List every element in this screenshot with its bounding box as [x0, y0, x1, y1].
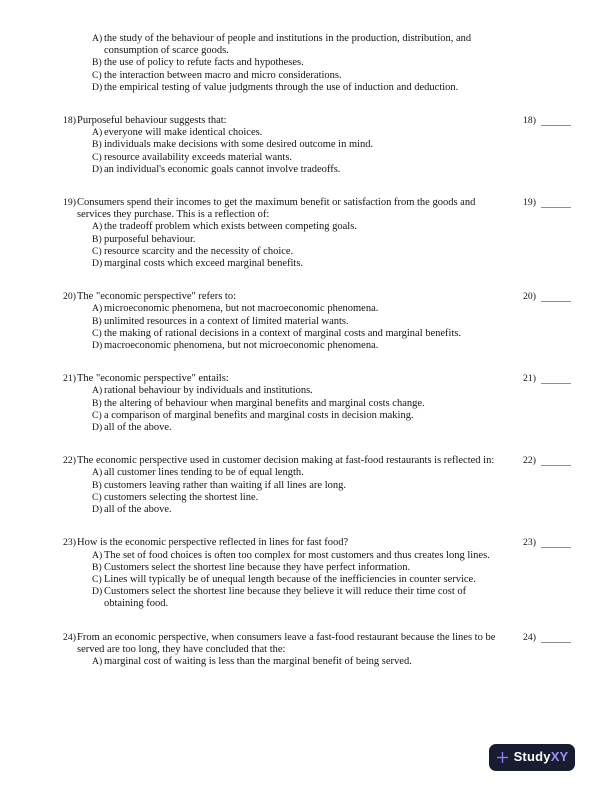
answer-number: 23) [523, 537, 536, 549]
option-letter: C) [92, 573, 102, 585]
answer-slot [523, 197, 571, 209]
question-main [63, 115, 507, 176]
question-options [92, 550, 507, 611]
option-row [92, 562, 507, 574]
question-main [63, 291, 507, 352]
option-text: everyone will make identical choices. [104, 127, 263, 139]
question-block [63, 291, 576, 352]
option-row [92, 550, 507, 562]
option-row [92, 574, 507, 586]
option-row [92, 328, 507, 340]
option-row [92, 492, 507, 504]
option-row [92, 221, 507, 233]
question-number: 19) [63, 197, 76, 209]
option-letter: A) [92, 467, 103, 479]
option-text: marginal cost of waiting is less than the marginal benefit of being served. [104, 655, 412, 667]
logo-text-xy: XY [550, 749, 569, 765]
option-text: Customers select the shortest line because they have perfect information. [104, 561, 411, 573]
question-stem-row [63, 537, 507, 549]
option-row [92, 164, 507, 176]
question-options [92, 656, 507, 668]
option-row [92, 139, 507, 151]
option-letter: D) [92, 258, 103, 270]
option-row [92, 504, 507, 516]
answer-blank[interactable] [541, 291, 571, 302]
question-main [63, 455, 507, 516]
option-text: the altering of behaviour when marginal benefits and marginal costs change. [104, 397, 425, 409]
option-text: resource scarcity and the necessity of choice. [104, 245, 294, 257]
answer-blank[interactable] [541, 537, 571, 548]
question-stem-row [63, 115, 507, 127]
question-stem-row [63, 632, 507, 656]
option-row [92, 656, 507, 668]
question-block [63, 632, 576, 669]
continuation-options [92, 33, 507, 94]
option-row [92, 82, 507, 94]
option-letter: B) [92, 479, 102, 491]
option-letter: B) [92, 561, 102, 573]
question-block [63, 373, 576, 434]
question-main [63, 373, 507, 434]
option-row [92, 467, 507, 479]
question-block [63, 455, 576, 516]
option-letter: A) [92, 221, 103, 233]
question-stem: The "economic perspective" refers to: [77, 291, 237, 303]
question-stem-row [63, 197, 507, 221]
option-letter: C) [92, 151, 102, 163]
option-letter: B) [92, 397, 102, 409]
option-text: The set of food choices is often too complex for most customers and thus creates long lines. [104, 549, 490, 561]
option-text: unlimited resources in a context of limited material wants. [104, 315, 349, 327]
option-row [92, 410, 507, 422]
option-row [92, 33, 507, 57]
option-text: the use of policy to refute facts and hypotheses. [104, 57, 304, 69]
option-text: the interaction between macro and micro considerations. [104, 69, 342, 81]
answer-blank[interactable] [541, 115, 571, 126]
question-stem: How is the economic perspective reflected in lines for fast food? [77, 537, 349, 549]
option-letter: A) [92, 655, 103, 667]
option-text: customers selecting the shortest line. [104, 491, 259, 503]
question-block [63, 537, 576, 610]
option-letter: D) [92, 81, 103, 93]
option-text: microeconomic phenomena, but not macroeconomic phenomena. [104, 303, 379, 315]
option-row [92, 316, 507, 328]
plus-icon [496, 751, 509, 764]
option-letter: A) [92, 33, 103, 44]
question-main [63, 632, 507, 669]
question-options [92, 221, 507, 270]
option-text: a comparison of marginal benefits and marginal costs in decision making. [104, 409, 414, 421]
option-row [92, 385, 507, 397]
answer-slot [523, 455, 571, 467]
question-options [92, 385, 507, 434]
answer-blank[interactable] [541, 197, 571, 208]
option-text: all of the above. [104, 422, 172, 434]
option-row [92, 57, 507, 69]
option-text: the tradeoff problem which exists between competing goals. [104, 221, 357, 233]
question-block [63, 197, 576, 270]
option-letter: A) [92, 303, 103, 315]
question-main [63, 197, 507, 270]
option-letter: C) [92, 409, 102, 421]
option-row [92, 422, 507, 434]
option-text: customers leaving rather than waiting if all lines are long. [104, 479, 347, 491]
option-row [92, 234, 507, 246]
option-row [92, 70, 507, 82]
option-letter: D) [92, 340, 103, 352]
logo-wordmark [514, 751, 569, 763]
question-number: 23) [63, 537, 76, 549]
option-text: the making of rational decisions in a context of marginal costs and marginal benefits. [104, 327, 462, 339]
option-row [92, 127, 507, 139]
option-letter: B) [92, 139, 102, 151]
questions-list [63, 115, 576, 668]
option-letter: C) [92, 245, 102, 257]
option-letter: D) [92, 422, 103, 434]
question-number: 24) [63, 631, 76, 643]
question-stem: Consumers spend their incomes to get the maximum benefit or satisfaction from the goods and services they purchase. This is a reflection of: [77, 197, 476, 221]
answer-blank[interactable] [541, 632, 571, 643]
answer-number: 21) [523, 373, 536, 385]
option-letter: B) [92, 315, 102, 327]
option-row [92, 340, 507, 352]
answer-number: 20) [523, 291, 536, 303]
answer-number: 18) [523, 115, 536, 127]
option-row [92, 586, 507, 610]
answer-number: 19) [523, 197, 536, 209]
option-text: individuals make decisions with some desired outcome in mind. [104, 139, 374, 151]
question-options [92, 127, 507, 176]
answer-slot [523, 632, 571, 644]
question-main [63, 537, 507, 610]
option-text: the study of the behaviour of people and institutions in the production, distribution, and consumption of scarce goods. [104, 33, 472, 57]
option-letter: D) [92, 586, 103, 598]
option-text: resource availability exceeds material wants. [104, 151, 293, 163]
option-letter: C) [92, 69, 102, 81]
option-letter: D) [92, 504, 103, 516]
option-letter: A) [92, 549, 103, 561]
option-row [92, 152, 507, 164]
option-letter: D) [92, 163, 103, 175]
option-letter: C) [92, 491, 102, 503]
logo-text-study: Study [513, 749, 551, 765]
question-options [92, 303, 507, 352]
answer-number: 22) [523, 455, 536, 467]
option-letter: A) [92, 127, 103, 139]
option-text: Customers select the shortest line because they believe it will reduce their time cost of obtaining food. [104, 586, 467, 610]
question-stem-row [63, 291, 507, 303]
page-content [63, 33, 576, 668]
option-row [92, 303, 507, 315]
question-stem-row [63, 373, 507, 385]
answer-blank[interactable] [541, 373, 571, 384]
studyxy-logo [489, 744, 575, 771]
question-options [92, 467, 507, 516]
option-letter: B) [92, 233, 102, 245]
question-number: 20) [63, 291, 76, 303]
option-letter: B) [92, 57, 102, 69]
option-letter: C) [92, 327, 102, 339]
option-text: Lines will typically be of unequal length because of the inefficiencies in counter service. [104, 573, 476, 585]
answer-slot [523, 115, 571, 127]
question-number: 22) [63, 455, 76, 467]
option-row [92, 480, 507, 492]
option-row [92, 246, 507, 258]
option-text: macroeconomic phenomena, but not microeconomic phenomena. [104, 340, 379, 352]
option-text: purposeful behaviour. [104, 233, 196, 245]
question-stem: The "economic perspective" entails: [77, 373, 229, 385]
question-block [63, 115, 576, 176]
question-number: 18) [63, 115, 76, 127]
answer-slot [523, 373, 571, 385]
option-text: an individual's economic goals cannot involve tradeoffs. [104, 163, 341, 175]
option-text: all customer lines tending to be of equal length. [104, 467, 304, 479]
question-stem-row [63, 455, 507, 467]
option-letter: A) [92, 385, 103, 397]
answer-blank[interactable] [541, 455, 571, 466]
question-stem: Purposeful behaviour suggests that: [77, 115, 227, 127]
question-number: 21) [63, 373, 76, 385]
answer-number: 24) [523, 631, 536, 643]
answer-slot [523, 537, 571, 549]
option-text: the empirical testing of value judgments through the use of induction and deduction. [104, 81, 459, 93]
option-text: marginal costs which exceed marginal benefits. [104, 258, 304, 270]
option-row [92, 258, 507, 270]
question-stem: The economic perspective used in customer decision making at fast-food restaurants is reflected in: [77, 455, 495, 467]
option-text: rational behaviour by individuals and institutions. [104, 385, 313, 397]
answer-slot [523, 291, 571, 303]
option-text: all of the above. [104, 504, 172, 516]
option-row [92, 398, 507, 410]
question-stem: From an economic perspective, when consumers leave a fast-food restaurant because the lines to be served are too long, they have concluded that the: [77, 631, 496, 655]
